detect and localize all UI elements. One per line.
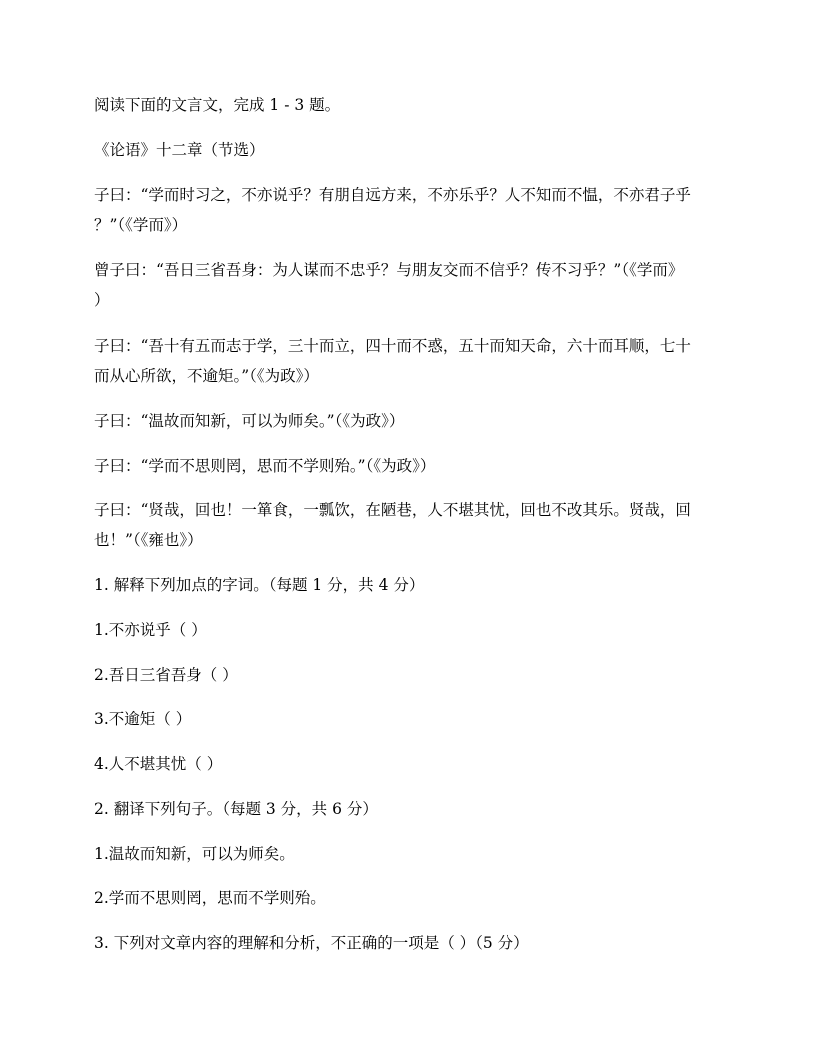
passage-weizheng-3: 子曰：“学而不思则罔，思而不学则殆。”（《为政》） [94,457,436,475]
passage-line: 子曰：“学而时习之，不亦说乎？有朋自远方来，不亦乐乎？人不知而不愠，不亦君子乎 [94,186,691,204]
passage-xueer-2 [94,255,724,315]
question-1-item: 1.不亦说乎（ ） [94,621,207,639]
passage-line: ？”（《学而》） [94,216,188,234]
question-2-item: 2.学而不思则罔，思而不学则殆。 [94,889,326,907]
passage-weizheng-2: 子曰：“温故而知新，可以为师矣。”（《为政》） [94,412,405,430]
passage-line: 也！”（《雍也》） [94,531,203,549]
passage-line: ） [94,291,110,309]
question-1-heading: 1. 解释下列加点的字词。（每题 1 分，共 4 分） [94,576,425,594]
passage-yongye [94,495,724,555]
passage-line: 子曰：“吾十有五而志于学，三十而立，四十而不惑，五十而知天命，六十而耳顺，七十 [94,337,691,355]
question-2-heading: 2. 翻译下列句子。（每题 3 分，共 6 分） [94,800,378,818]
intro-instruction: 阅读下面的文言文，完成 1 - 3 题。 [94,96,341,114]
question-1-item: 3.不逾矩（ ） [94,710,192,728]
question-1-item: 2.吾日三省吾身（ ） [94,666,238,684]
passage-line: 而从心所欲，不逾矩。”（《为政》） [94,367,319,385]
passage-title: 《论语》十二章（节选） [94,141,265,159]
passage-xueer-1 [94,180,724,240]
passage-line: 曾子曰：“吾日三省吾身：为人谋而不忠乎？与朋友交而不信乎？传不习乎？”（《学而》 [94,261,684,279]
question-1-item: 4.人不堪其忧（ ） [94,755,223,773]
question-3-heading: 3. 下列对文章内容的理解和分析，不正确的一项是（ ）（5 分） [94,934,529,952]
passage-line: 子曰：“贤哉，回也！一箪食，一瓢饮，在陋巷，人不堪其忧，回也不改其乐。贤哉，回 [94,501,691,519]
question-2-item: 1.温故而知新，可以为师矣。 [94,845,295,863]
passage-weizheng-1 [94,331,724,391]
